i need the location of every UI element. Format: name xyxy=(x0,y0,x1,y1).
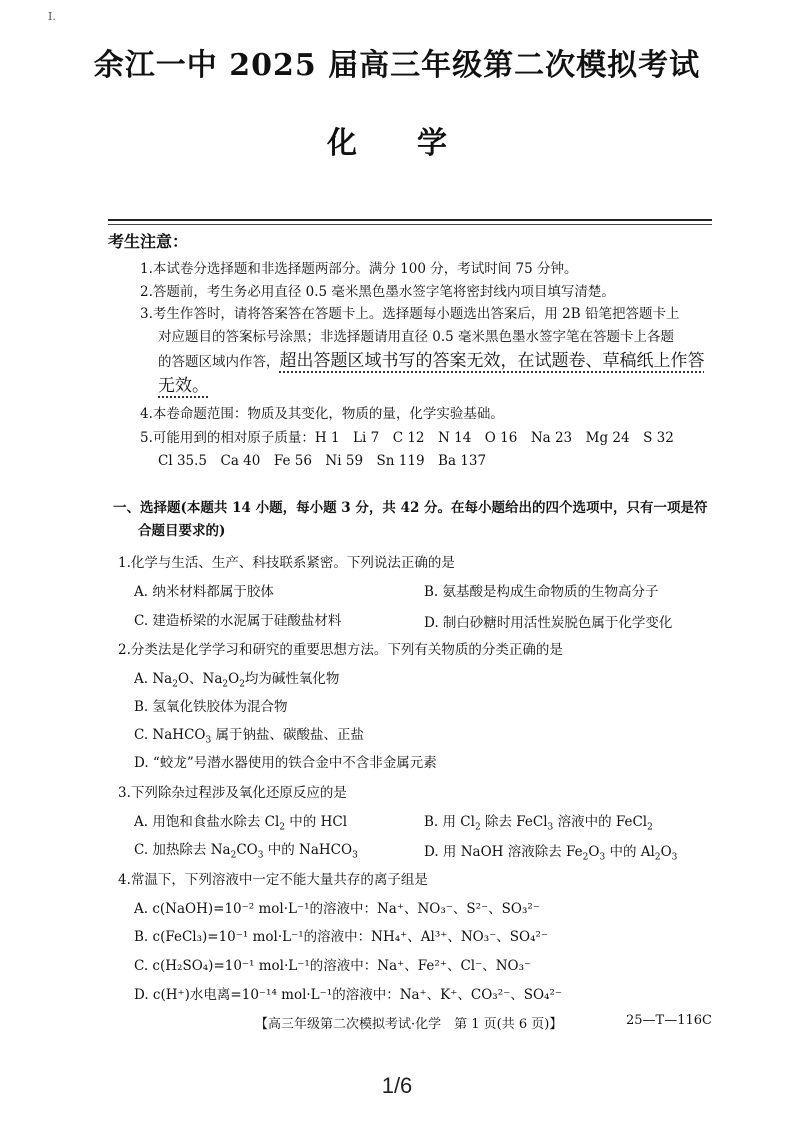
notice-item-5-line-1: 5.可能用到的相对原子质量：H 1 Li 7 C 12 N 14 O 16 Na 23 Mg 24 S 32 xyxy=(140,430,674,446)
corner-mark: I. xyxy=(48,10,56,23)
notice-item-3-text: 的答题区域内作答， xyxy=(158,354,280,370)
q4-option-b: B. c(FeCl₃)=10⁻¹ mol·L⁻¹的溶液中：NH₄⁺、Al³⁺、NO₃⁻、SO₄²⁻ xyxy=(134,929,549,945)
q1-option-b: B. 氨基酸是构成生命物质的生物高分子 xyxy=(424,584,659,600)
q4-option-d: D. c(H⁺)水电离=10⁻¹⁴ mol·L⁻¹的溶液中：Na⁺、K⁺、CO₃²⁻、SO₄²⁻ xyxy=(134,987,562,1003)
section-heading-line-2: 合题目要求的) xyxy=(138,523,226,539)
q4-stem: 4.常温下，下列溶液中一定不能大量共存的离子组是 xyxy=(118,872,428,888)
notice-item-1: 1.本试卷分选择题和非选择题两部分。满分 100 分，考试时间 75 分钟。 xyxy=(140,261,578,277)
notice-item-5-line-2: Cl 35.5 Ca 40 Fe 56 Ni 59 Sn 119 Ba 137 xyxy=(158,453,487,469)
q3-stem: 3.下列除杂过程涉及氧化还原反应的是 xyxy=(118,785,347,801)
subject-title: 化学 xyxy=(327,126,507,161)
section-heading-line-1: 一、选择题(本题共 14 小题，每小题 3 分，共 42 分。在每小题给出的四个选项中，只有一项是符 xyxy=(113,500,708,516)
notice-item-3-emphasis: 超出答题区域书写的答案无效，在试题卷、草稿纸上作答 xyxy=(279,351,705,370)
q3-option-c: C. 加热除去 $Na_2CO_3$ 中的 NaHCO$_3$ xyxy=(134,842,358,861)
q2-option-c: C. NaHCO$_3$ 属于钠盐、碳酸盐、正盐 xyxy=(134,727,364,746)
notice-item-2: 2.答题前，考生务必用直径 0.5 毫米黑色墨水签字笔将密封线内项目填写清楚。 xyxy=(140,284,615,300)
header-rule-thick xyxy=(108,219,712,221)
q1-option-a: A. 纳米材料都属于胶体 xyxy=(134,584,274,600)
notice-heading: 考生注意： xyxy=(108,232,189,251)
q3-option-b: B. 用 $Cl_2$ 除去 FeCl$_3$ 溶液中的 FeCl$_2$ xyxy=(424,814,653,833)
header-rule-thin xyxy=(108,224,712,225)
q2-option-b: B. 氢氧化铁胶体为混合物 xyxy=(134,699,288,715)
q4-option-a: A. c(NaOH)=10⁻² mol·L⁻¹的溶液中：Na⁺、NO₃⁻、S²⁻、SO₃²⁻ xyxy=(134,901,540,917)
q3-option-a: A. 用饱和食盐水除去 $Cl_2$ 中的 HCl xyxy=(134,814,348,833)
notice-item-3-line-3 xyxy=(158,346,705,371)
q4-option-c: C. c(H₂SO₄)=10⁻¹ mol·L⁻¹的溶液中：Na⁺、Fe²⁺、Cl⁻、NO₃⁻ xyxy=(134,958,532,974)
q3-option-d: D. 用 NaOH 溶液除去 $Fe_2O_3$ 中的 $Al_2O_3$ xyxy=(424,844,678,863)
exam-title: 余江一中 2025 届高三年级第二次模拟考试 xyxy=(93,48,701,83)
q2-option-a: A. $Na_2O$、$Na_2O_2$均为碱性氧化物 xyxy=(134,671,340,690)
notice-item-4: 4.本卷命题范围：物质及其变化，物质的量，化学实验基础。 xyxy=(140,406,504,422)
page-footer: 【高三年级第二次模拟考试·化学 第 1 页(共 6 页)】 xyxy=(255,1017,563,1032)
q1-option-d: D. 制白砂糖时用活性炭脱色属于化学变化 xyxy=(424,615,673,631)
q2-option-d: D. “蛟龙”号潜水器使用的铁合金中不含非金属元素 xyxy=(134,755,437,771)
notice-item-3-line-2: 对应题目的答案标号涂黑；非选择题请用直径 0.5 毫米黑色墨水签字笔在答题卡上各题 xyxy=(158,329,675,345)
notice-item-3-line-4: 无效。 xyxy=(158,376,209,395)
q1-option-c: C. 建造桥梁的水泥属于硅酸盐材料 xyxy=(134,613,342,629)
notice-item-3-line-1: 3.考生作答时，请将答案答在答题卡上。选择题每小题选出答案后，用 2B 铅笔把答题卡上 xyxy=(140,306,680,322)
exam-code: 25—T—116C xyxy=(626,1013,712,1028)
q1-stem: 1.化学与生活、生产、科技联系紧密。下列说法正确的是 xyxy=(118,555,455,571)
page-indicator: 1/6 xyxy=(381,1073,413,1098)
q2-stem: 2.分类法是化学学习和研究的重要思想方法。下列有关物质的分类正确的是 xyxy=(118,642,563,658)
